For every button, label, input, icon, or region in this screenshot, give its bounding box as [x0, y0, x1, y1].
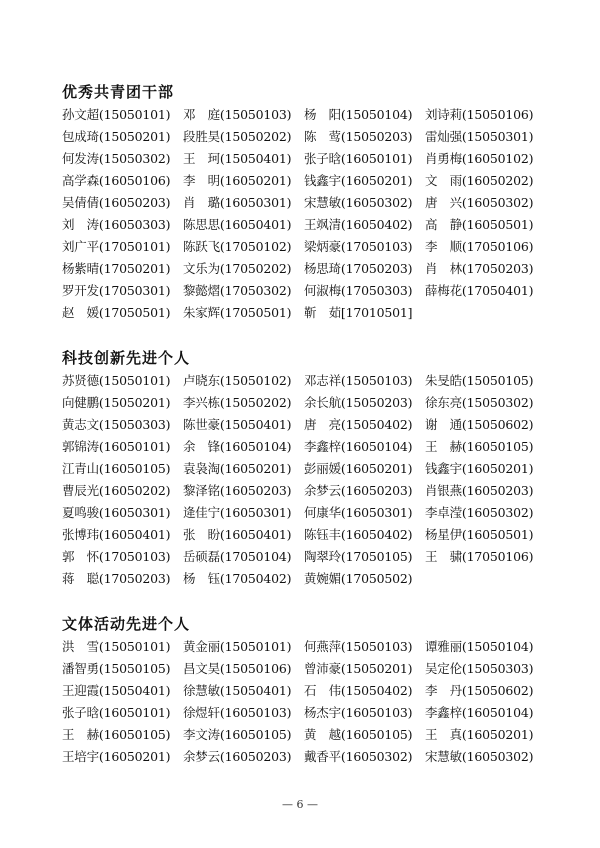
- list-item: 岳硕磊(17050104): [183, 549, 292, 564]
- list-item: 雷灿强(15050301): [425, 129, 534, 144]
- list-item: 徐东亮(15050302): [425, 395, 534, 410]
- list-item: 罗开发(17050301): [62, 283, 171, 298]
- list-item: 王飒清(16050402): [304, 217, 413, 232]
- list-item: 何康华(16050301): [304, 505, 413, 520]
- name-list: [62, 636, 542, 768]
- list-item: 朱旻皓(15050105): [425, 373, 534, 388]
- list-item: 刘诗莉(15050106): [425, 107, 534, 122]
- list-item: 洪 雪(15050101): [62, 639, 171, 654]
- list-item: 黄婉媚(17050502): [304, 571, 413, 586]
- list-item: 曾沛豪(15050201): [304, 661, 413, 676]
- list-item: 何发涛(15050302): [62, 151, 171, 166]
- list-item: 王 珂(15050401): [183, 151, 292, 166]
- list-item: 彭丽媛(16050201): [304, 461, 413, 476]
- list-item: 文 雨(16050202): [425, 173, 534, 188]
- list-item: 宋慧敏(16050302): [304, 195, 413, 210]
- list-item: 李 顺(17050106): [425, 239, 534, 254]
- page-number: — 6 —: [282, 798, 318, 811]
- list-item: 杨 阳(15050104): [304, 107, 413, 122]
- list-item: 高学森(16050106): [62, 173, 171, 188]
- list-item: 刘 涛(16050303): [62, 217, 171, 232]
- list-item: 曹辰光(16050202): [62, 483, 171, 498]
- name-list: [62, 370, 542, 590]
- list-item: 杨 钰(17050402): [183, 571, 292, 586]
- list-item: 王 骕(17050106): [425, 549, 534, 564]
- list-item: 黎泽铭(16050203): [183, 483, 292, 498]
- list-item: 苏贤德(15050101): [62, 373, 171, 388]
- list-item: 黄志文(15050303): [62, 417, 171, 432]
- section-title: 文体活动先进个人: [62, 615, 191, 633]
- list-item: 包成琦(15050201): [62, 129, 171, 144]
- list-item: 徐煜轩(16050103): [183, 705, 292, 720]
- list-item: 王培宇(16050201): [62, 749, 171, 764]
- section-title: 优秀共青团干部: [62, 83, 175, 101]
- list-item: 何淑梅(17050303): [304, 283, 413, 298]
- list-item: 王 真(16050201): [425, 727, 534, 742]
- list-item: 夏鸣骏(16050301): [62, 505, 171, 520]
- list-item: 邓志祥(15050103): [304, 373, 413, 388]
- list-item: 谢 通(15050602): [425, 417, 534, 432]
- list-item: 黄金丽(15050101): [183, 639, 292, 654]
- list-item: 张博玮(16050401): [62, 527, 171, 542]
- list-item: 卢晓东(15050102): [183, 373, 292, 388]
- list-item: 潘智勇(15050105): [62, 661, 171, 676]
- list-item: 张 盼(16050401): [183, 527, 292, 542]
- list-item: 吴定伦(15050303): [425, 661, 534, 676]
- list-item: 刘广平(17050101): [62, 239, 171, 254]
- list-item: 黄 越(16050105): [304, 727, 413, 742]
- list-item: 杨星伊(16050501): [425, 527, 534, 542]
- list-item: 谭雅丽(15050104): [425, 639, 534, 654]
- list-item: 李鑫梓(16050104): [304, 439, 413, 454]
- list-item: 肖 林(17050203): [425, 261, 534, 276]
- section-tech-innovation: [62, 346, 542, 590]
- list-item: 余梦云(16050203): [304, 483, 413, 498]
- list-item: 李鑫梓(16050104): [425, 705, 534, 720]
- list-item: 余长航(15050203): [304, 395, 413, 410]
- list-item: 石 伟(15050402): [304, 683, 413, 698]
- list-item: 邓 庭(15050103): [183, 107, 292, 122]
- list-item: 王 赫(16050105): [425, 439, 534, 454]
- list-item: 段胜昊(15050202): [183, 129, 292, 144]
- list-item: 钱鑫宇(16050201): [425, 461, 534, 476]
- list-item: 何燕萍(15050103): [304, 639, 413, 654]
- section-culture-sports: [62, 612, 542, 768]
- list-item: 杨杰宇(16050103): [304, 705, 413, 720]
- list-item: 薛梅花(17050401): [425, 283, 534, 298]
- list-item: 陈 莺(15050203): [304, 129, 413, 144]
- list-item: 徐慧敏(15050401): [183, 683, 292, 698]
- list-item: 肖勇梅(16050102): [425, 151, 534, 166]
- list-item: 李兴栋(15050202): [183, 395, 292, 410]
- list-item: 陈跃飞(17050102): [183, 239, 292, 254]
- list-item: 逄佳宁(16050301): [183, 505, 292, 520]
- list-item: 赵 媛(17050501): [62, 305, 171, 320]
- list-item: 陶翠玲(17050105): [304, 549, 413, 564]
- list-item: 蒋 聪(17050203): [62, 571, 171, 586]
- section-outstanding-league-cadres: [62, 80, 542, 324]
- list-item: 向健鹏(15050201): [62, 395, 171, 410]
- list-item: 唐 亮(15050402): [304, 417, 413, 432]
- list-item: 李卓滢(16050302): [425, 505, 534, 520]
- list-item: 唐 兴(16050302): [425, 195, 534, 210]
- list-item: 吴倩倩(16050203): [62, 195, 171, 210]
- name-list: [62, 104, 542, 324]
- list-item: 李文涛(16050105): [183, 727, 292, 742]
- list-item: 高 静(16050501): [425, 217, 534, 232]
- list-item: 文乐为(17050202): [183, 261, 292, 276]
- list-item: 张子晗(16050101): [304, 151, 413, 166]
- list-item: 梁炳豪(17050103): [304, 239, 413, 254]
- list-item: 陈钰丰(16050402): [304, 527, 413, 542]
- list-item: 王迎霞(15050401): [62, 683, 171, 698]
- list-item: 余梦云(16050203): [183, 749, 292, 764]
- list-item: 黎懿熠(17050302): [183, 283, 292, 298]
- list-item: 钱鑫宇(16050201): [304, 173, 413, 188]
- list-item: 朱家辉(17050501): [183, 305, 292, 320]
- section-title: 科技创新先进个人: [62, 349, 191, 367]
- list-item: 李 明(16050201): [183, 173, 292, 188]
- list-item: 杨紫晴(17050201): [62, 261, 171, 276]
- list-item: 戴香平(16050302): [304, 749, 413, 764]
- list-item: 肖银燕(16050203): [425, 483, 534, 498]
- list-item: 陈世豪(15050401): [183, 417, 292, 432]
- list-item: 郭锦涛(16050101): [62, 439, 171, 454]
- list-item: 肖 璐(16050301): [183, 195, 292, 210]
- list-item: 郭 怀(17050103): [62, 549, 171, 564]
- list-item: 孙文超(15050101): [62, 107, 171, 122]
- list-item: 李 丹(15050602): [425, 683, 534, 698]
- list-item: 宋慧敏(16050302): [425, 749, 534, 764]
- list-item: 江青山(16050105): [62, 461, 171, 476]
- list-item: 袁袅淘(16050201): [183, 461, 292, 476]
- list-item: 杨思琦(17050203): [304, 261, 413, 276]
- list-item: 张子晗(16050101): [62, 705, 171, 720]
- list-item: 陈思思(16050401): [183, 217, 292, 232]
- list-item: 靳 茹[17010501]: [304, 305, 413, 320]
- list-item: 余 锋(16050104): [183, 439, 292, 454]
- list-item: 昌文昊(15050106): [183, 661, 292, 676]
- list-item: 王 赫(16050105): [62, 727, 171, 742]
